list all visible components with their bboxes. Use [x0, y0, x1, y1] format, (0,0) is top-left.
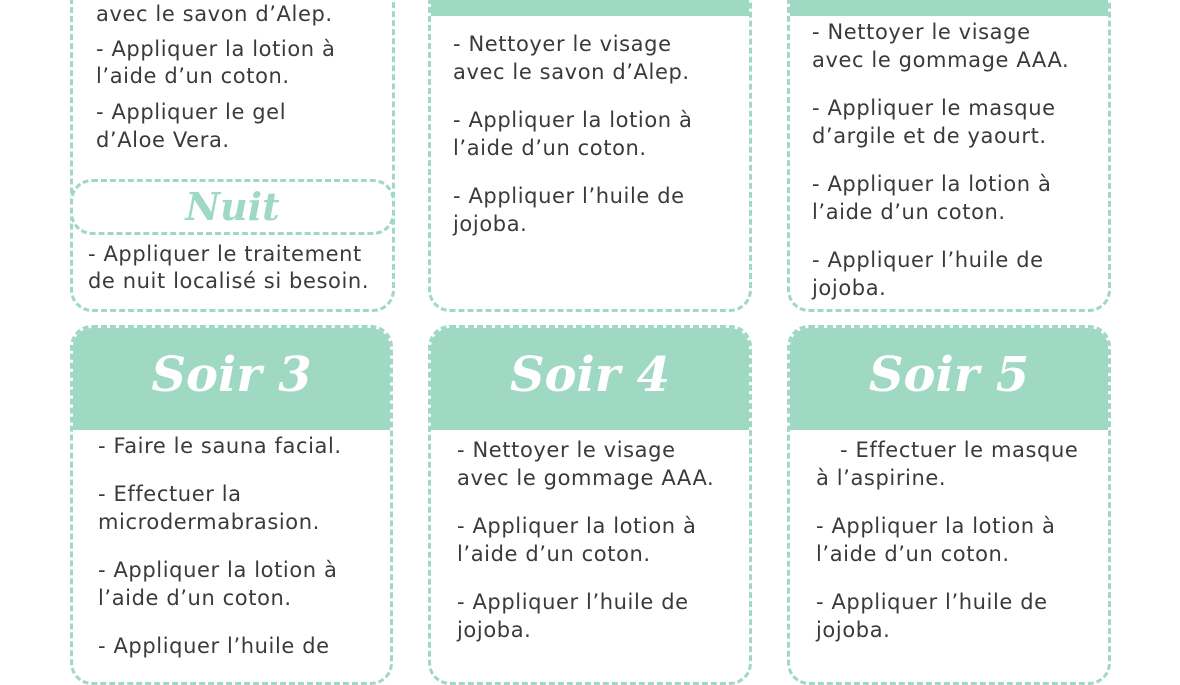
- list-item: - Appliquer l’huile de: [98, 634, 330, 658]
- list-item: l’aide d’un coton.: [816, 542, 1010, 566]
- list-item: avec le savon d’Alep.: [96, 2, 333, 26]
- list-item: - Appliquer l’huile de: [457, 590, 689, 614]
- list-item: - Appliquer l’huile de: [453, 184, 685, 208]
- list-item: - Nettoyer le visage: [812, 20, 1031, 44]
- list-item: - Appliquer le masque: [812, 96, 1056, 120]
- card-title-text: Soir 5: [868, 347, 1030, 403]
- list-item: l’aide d’un coton.: [457, 542, 651, 566]
- list-item: - Appliquer la lotion à: [96, 37, 336, 61]
- list-item: - Nettoyer le visage: [453, 32, 672, 56]
- list-item: à l’aspirine.: [816, 466, 947, 490]
- list-item: - Appliquer la lotion à: [457, 514, 697, 538]
- list-item: de nuit localisé si besoin.: [88, 269, 370, 293]
- list-item: avec le gommage AAA.: [457, 466, 715, 490]
- list-item: d’Aloe Vera.: [96, 128, 230, 152]
- list-item: l’aide d’un coton.: [453, 136, 647, 160]
- list-item: - Appliquer l’huile de: [816, 590, 1048, 614]
- list-item: jojoba.: [812, 276, 887, 300]
- card-header: [428, 0, 752, 16]
- list-item: jojoba.: [453, 212, 528, 236]
- card-title-text: Soir 3: [151, 347, 312, 403]
- list-item: - Nettoyer le visage: [457, 438, 676, 462]
- list-item: - Effectuer la: [98, 482, 242, 506]
- card-title: [787, 325, 1111, 430]
- card-title-text: Soir 4: [509, 347, 671, 403]
- list-item: - Appliquer la lotion à: [816, 514, 1056, 538]
- list-item: - Appliquer l’huile de: [812, 248, 1044, 272]
- card-title: [70, 325, 393, 430]
- list-item: - Effectuer le masque: [840, 438, 1079, 462]
- list-item: - Appliquer la lotion à: [453, 108, 693, 132]
- card-title: [428, 325, 752, 430]
- list-item: - Appliquer le traitement: [88, 242, 362, 266]
- list-item: avec le savon d’Alep.: [453, 60, 690, 84]
- list-item: - Faire le sauna facial.: [98, 434, 342, 458]
- list-item: l’aide d’un coton.: [96, 64, 290, 88]
- list-item: jojoba.: [457, 618, 532, 642]
- card-header: [787, 0, 1111, 16]
- list-item: avec le gommage AAA.: [812, 48, 1070, 72]
- list-item: l’aide d’un coton.: [812, 200, 1006, 224]
- nuit-label-pill: [70, 179, 395, 235]
- list-item: l’aide d’un coton.: [98, 586, 292, 610]
- list-item: - Appliquer la lotion à: [812, 172, 1052, 196]
- list-item: - Appliquer le gel: [96, 100, 287, 124]
- nuit-label: Nuit: [185, 184, 280, 229]
- list-item: d’argile et de yaourt.: [812, 124, 1047, 148]
- list-item: microdermabrasion.: [98, 510, 320, 534]
- list-item: - Appliquer la lotion à: [98, 558, 338, 582]
- list-item: jojoba.: [816, 618, 891, 642]
